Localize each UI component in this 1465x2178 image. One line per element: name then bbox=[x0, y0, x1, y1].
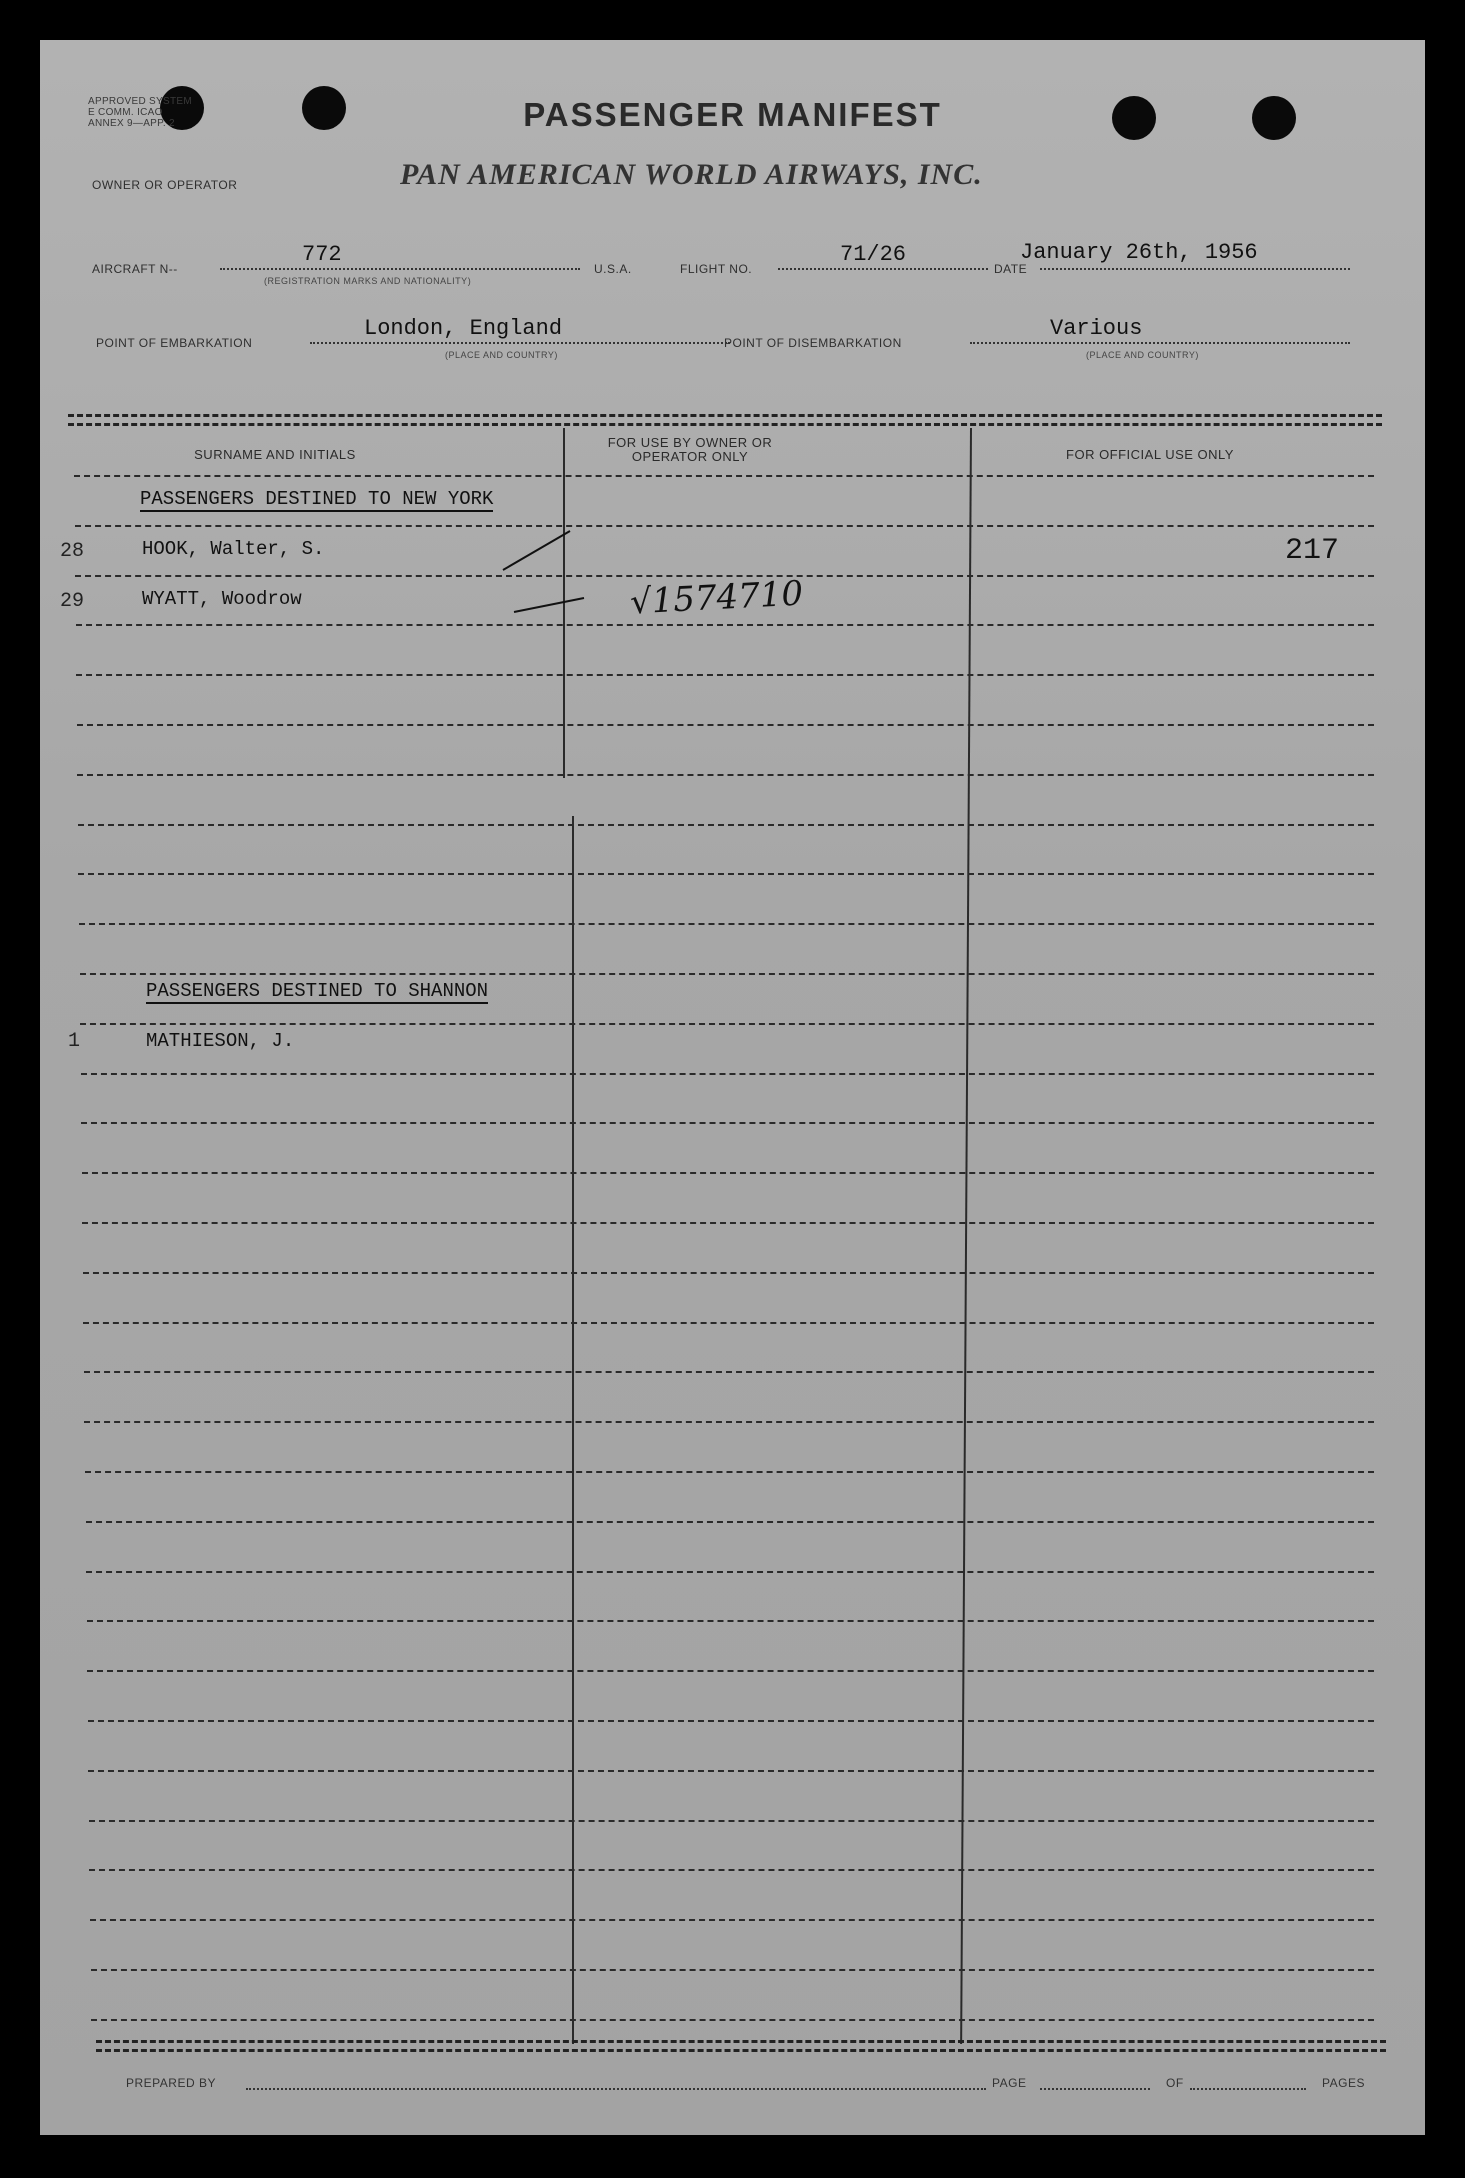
row-rule bbox=[87, 1620, 1374, 1622]
row-rule bbox=[82, 1172, 1374, 1174]
disembark-label: POINT OF DISEMBARKATION bbox=[724, 336, 902, 350]
section-heading: PASSENGERS DESTINED TO NEW YORK bbox=[140, 488, 494, 510]
passenger-name: WYATT, Woodrow bbox=[142, 588, 302, 610]
row-rule bbox=[88, 1770, 1374, 1772]
disembark-value: Various bbox=[1050, 316, 1143, 341]
disembark-hint: (PLACE AND COUNTRY) bbox=[1086, 350, 1199, 360]
date-label: DATE bbox=[994, 262, 1028, 276]
row-rule bbox=[78, 873, 1374, 875]
table-bottom-rule bbox=[96, 2040, 1386, 2052]
row-rule bbox=[89, 1869, 1374, 1871]
page-field bbox=[1040, 2088, 1150, 2090]
row-rule bbox=[83, 1322, 1374, 1324]
official-note: 217 bbox=[1285, 534, 1340, 568]
aircraft-field bbox=[220, 268, 580, 270]
row-rule bbox=[76, 674, 1374, 676]
disembark-field bbox=[970, 342, 1350, 344]
passenger-name: HOOK, Walter, S. bbox=[142, 538, 325, 560]
row-rule bbox=[87, 1670, 1374, 1672]
company-name: PAN AMERICAN WORLD AIRWAYS, INC. bbox=[400, 158, 983, 191]
row-rule bbox=[82, 1222, 1374, 1224]
row-rule bbox=[80, 1023, 1374, 1025]
row-rule bbox=[75, 525, 1374, 527]
passenger-name: MATHIESON, J. bbox=[146, 1030, 295, 1052]
section-heading: PASSENGERS DESTINED TO SHANNON bbox=[146, 980, 489, 1002]
row-rule bbox=[83, 1272, 1374, 1274]
row-rule bbox=[91, 1969, 1374, 1971]
row-rule bbox=[78, 824, 1374, 826]
of-label: OF bbox=[1166, 2076, 1184, 2090]
embark-hint: (PLACE AND COUNTRY) bbox=[445, 350, 558, 360]
row-rule bbox=[88, 1720, 1374, 1722]
registration-hint: (REGISTRATION MARKS AND NATIONALITY) bbox=[264, 276, 472, 286]
page-title: PASSENGER MANIFEST bbox=[523, 96, 942, 133]
date-field bbox=[1040, 268, 1350, 270]
dash-stroke bbox=[510, 590, 590, 620]
row-rule bbox=[76, 624, 1374, 626]
row-rule bbox=[80, 973, 1374, 975]
owner-note: √1574710 bbox=[629, 573, 805, 623]
date-value: January 26th, 1956 bbox=[1020, 240, 1258, 265]
col-divider bbox=[572, 816, 574, 2044]
row-rule bbox=[77, 724, 1374, 726]
approval-note: APPROVED SYSTEM E COMM. ICAO ANNEX 9—APP. 2 bbox=[88, 96, 192, 129]
prepared-by-label: PREPARED BY bbox=[126, 2076, 216, 2090]
owner-label: OWNER OR OPERATOR bbox=[92, 178, 238, 192]
row-rule bbox=[77, 774, 1374, 776]
row-rule bbox=[79, 923, 1374, 925]
manifest-sheet bbox=[40, 40, 1425, 2135]
check-stroke bbox=[498, 525, 578, 575]
row-rule bbox=[86, 1571, 1374, 1573]
col-owner-use: FOR USE BY OWNER OR OPERATOR ONLY bbox=[607, 435, 773, 464]
row-rule bbox=[90, 1919, 1374, 1921]
row-rule bbox=[85, 1471, 1374, 1473]
table-top-rule bbox=[68, 414, 1382, 426]
row-rule bbox=[74, 475, 1374, 477]
flight-field bbox=[778, 268, 988, 270]
flight-value: 71/26 bbox=[840, 242, 907, 267]
row-number: 29 bbox=[60, 590, 85, 613]
row-rule bbox=[89, 1820, 1374, 1822]
row-rule bbox=[91, 2019, 1374, 2021]
pages-label: PAGES bbox=[1322, 2076, 1365, 2090]
embark-label: POINT OF EMBARKATION bbox=[96, 336, 253, 350]
prepared-by-field bbox=[246, 2088, 986, 2090]
row-rule bbox=[84, 1421, 1374, 1423]
row-rule bbox=[81, 1073, 1374, 1075]
page-label: PAGE bbox=[992, 2076, 1027, 2090]
embark-value: London, England bbox=[364, 316, 563, 341]
col-official-use: FOR OFFICIAL USE ONLY bbox=[1066, 447, 1234, 462]
row-rule bbox=[84, 1371, 1374, 1373]
row-number: 1 bbox=[68, 1030, 81, 1053]
flight-label: FLIGHT NO. bbox=[680, 262, 753, 276]
embark-field bbox=[310, 342, 730, 344]
row-number: 28 bbox=[60, 540, 85, 563]
usa-label: U.S.A. bbox=[594, 262, 632, 276]
row-rule bbox=[86, 1521, 1374, 1523]
col-surname: SURNAME AND INITIALS bbox=[194, 447, 356, 462]
aircraft-label: AIRCRAFT N-- bbox=[92, 262, 178, 276]
col-divider bbox=[960, 428, 972, 2044]
of-field bbox=[1190, 2088, 1306, 2090]
aircraft-value: 772 bbox=[302, 242, 342, 267]
row-rule bbox=[81, 1122, 1374, 1124]
